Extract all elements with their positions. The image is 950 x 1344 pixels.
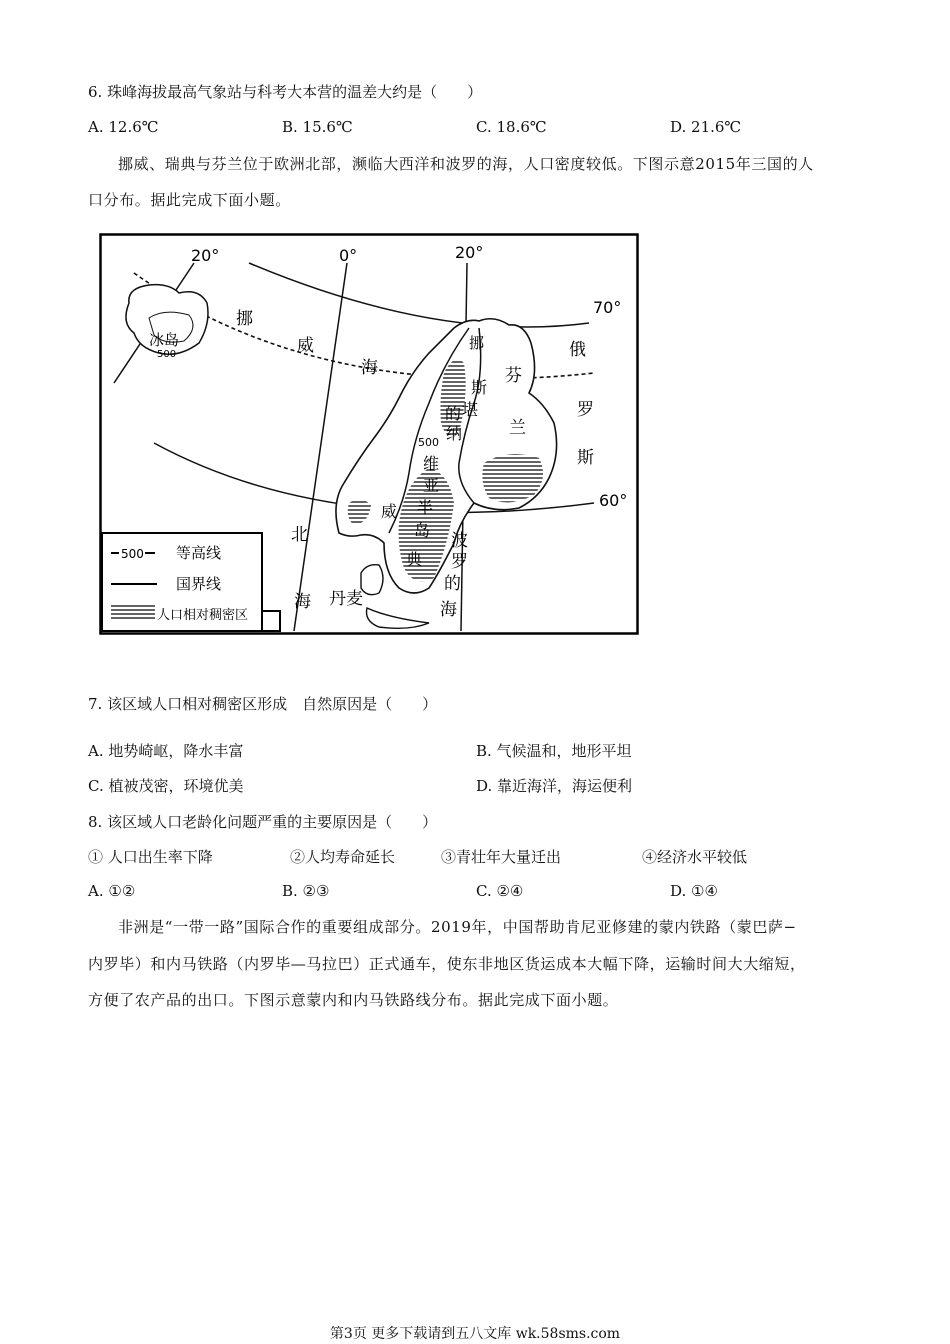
q8-item-1: ① 人口出生率下降 [88, 848, 213, 866]
label-finland-2: 兰 [509, 418, 526, 438]
intro2-line1: 非洲是“一带一路”国际合作的重要组成部分。2019年，中国帮助肯尼亚修建的蒙内铁路（蒙巴萨− [118, 918, 797, 936]
lon-label-20e: 20° [455, 243, 484, 262]
label-russia-2: 罗 [577, 400, 594, 420]
denmark-shape [361, 565, 383, 595]
label-sweden: 典 [406, 550, 423, 569]
q6-stem: 6. 珠峰海拔最高气象站与科考大本营的温差大约是（ ） [88, 83, 483, 101]
q6-option-d: D. 21.6℃ [670, 118, 742, 136]
label-baltic-1: 波 [451, 531, 468, 551]
q7-option-b: B. 气候温和，地形平坦 [476, 742, 632, 760]
label-scandinavia-5: 维 [423, 454, 440, 473]
label-baltic-3: 的 [444, 574, 461, 594]
label-scandinavia-8: 岛 [414, 521, 431, 540]
legend-dense-label: 人口相对稠密区 [157, 608, 249, 623]
label-scandinavia-4: 纳 [446, 424, 463, 443]
label-scandinavia-1: 斯 [471, 378, 488, 397]
q7-option-a: A. 地势崎岖，降水丰富 [88, 742, 244, 760]
q8-item-3: ③青壮年大量迁出 [441, 848, 562, 866]
label-russia-1: 俄 [569, 340, 586, 360]
label-russia-3: 斯 [577, 448, 594, 468]
legend-contour-label: 等高线 [176, 544, 222, 562]
label-north-sea-2: 海 [294, 592, 311, 612]
label-norway: 威 [381, 502, 398, 521]
q8-option-d: D. ①④ [670, 882, 718, 900]
legend-border-label: 国界线 [176, 575, 222, 593]
q8-item-2: ②人均寿命延长 [290, 848, 396, 866]
q7-stem: 7. 该区域人口相对稠密区形成 自然原因是（ ） [88, 695, 438, 713]
q8-option-c: C. ②④ [476, 882, 524, 900]
label-north-sea-1: 北 [291, 525, 308, 545]
q8-item-4: ④经济水平较低 [642, 848, 748, 866]
intro1-line1: 挪威、瑞典与芬兰位于欧洲北部，濒临大西洋和波罗的海，人口密度较低。下图示意2015年三国的人 [118, 155, 814, 173]
legend-contour-sample: 500 [121, 547, 144, 561]
q6-option-a: A. 12.6℃ [88, 118, 159, 136]
label-baltic-4: 海 [440, 600, 457, 620]
q6-option-c: C. 18.6℃ [476, 118, 547, 136]
q8-option-a: A. ①② [88, 882, 136, 900]
lat-label-70: 70° [593, 298, 622, 317]
intro2-line3: 方便了农产品的出口。下图示意蒙内和内马铁路线分布。据此完成下面小题。 [88, 991, 619, 1009]
nordic-population-map [99, 233, 639, 635]
label-scandinavia-6: 亚 [423, 476, 440, 495]
label-iceland: 冰岛 [149, 331, 180, 349]
intro1-line2: 口分布。据此完成下面小题。 [88, 191, 291, 209]
q8-stem: 8. 该区域人口老龄化问题严重的主要原因是（ ） [88, 813, 438, 831]
label-scandinavia-3: 的 [445, 404, 462, 423]
lat-label-60: 60° [599, 491, 628, 510]
label-baltic-2: 罗 [451, 552, 468, 572]
label-finland-1: 芬 [505, 366, 522, 386]
label-norwegian-sea-3: 海 [361, 358, 378, 378]
q6-option-b: B. 15.6℃ [282, 118, 353, 136]
label-scandinavia-7: 半 [417, 498, 434, 517]
lon-label-0: 0° [339, 246, 358, 265]
label-norway-north: 挪 [469, 334, 485, 352]
page-footer: 第3页 更多下载请到五八文库 wk.58sms.com [329, 1326, 621, 1342]
q8-option-b: B. ②③ [282, 882, 330, 900]
label-scandinavia-2: 堪 [462, 400, 479, 419]
intro2-line2: 内罗毕）和内马铁路（内罗毕—马拉巴）正式通车，使东非地区货运成本大幅下降，运输时间大大缩短， [88, 955, 806, 973]
label-scandinavia-500: 500 [418, 436, 439, 449]
label-denmark: 丹麦 [329, 589, 363, 609]
legend-dense-swatch [111, 605, 155, 621]
label-norwegian-sea-1: 挪 [236, 309, 253, 329]
label-norwegian-sea-2: 威 [297, 336, 314, 356]
q7-option-c: C. 植被茂密，环境优美 [88, 777, 244, 795]
lon-label-20w: 20° [191, 246, 220, 265]
q7-option-d: D. 靠近海洋，海运便利 [476, 777, 633, 795]
label-iceland-500: 500 [157, 349, 177, 360]
